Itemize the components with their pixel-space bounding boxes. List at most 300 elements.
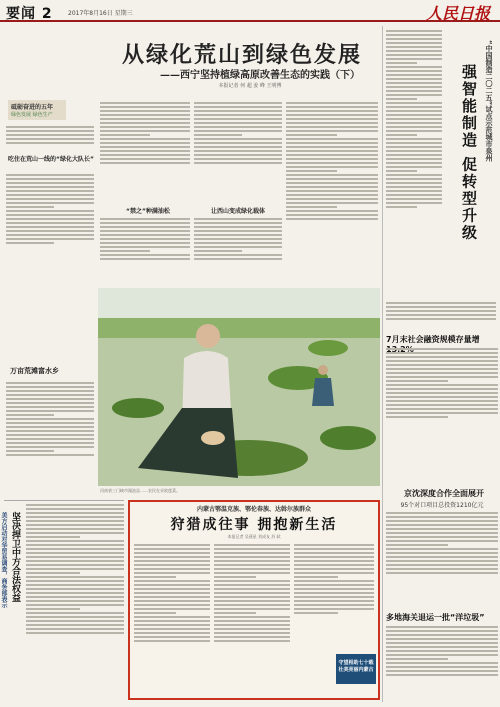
text-line <box>134 580 210 582</box>
text-line <box>134 604 210 606</box>
text-line <box>6 450 54 452</box>
text-line <box>100 222 190 224</box>
text-line <box>194 238 282 240</box>
text-line <box>286 130 378 132</box>
text-line <box>386 520 498 522</box>
text-line <box>294 572 374 574</box>
text-line <box>386 544 448 546</box>
text-line <box>386 162 442 164</box>
text-line <box>286 214 378 216</box>
text-line <box>100 250 150 252</box>
feature-title: 狩猎成往事 拥抱新生活 <box>170 517 338 533</box>
text-line <box>6 202 94 204</box>
text-line <box>386 134 417 136</box>
text-line <box>386 98 417 100</box>
text-line <box>134 560 210 562</box>
text-line <box>386 102 442 104</box>
text-line <box>6 206 54 208</box>
text-line <box>286 178 378 180</box>
text-line <box>6 402 94 404</box>
text-line <box>194 234 282 236</box>
body-text-block <box>386 624 498 704</box>
text-line <box>386 404 498 406</box>
text-line <box>386 130 442 132</box>
body-text-block <box>6 172 94 282</box>
text-line <box>386 568 498 570</box>
text-line <box>386 150 442 152</box>
text-line <box>194 222 282 224</box>
text-line <box>6 382 94 384</box>
brief-head-1: 7月末社会融资规模存量增 <box>386 335 480 344</box>
text-line <box>26 548 124 550</box>
text-line <box>386 198 442 200</box>
text-line <box>134 640 210 642</box>
text-line <box>386 194 442 196</box>
text-line <box>386 536 498 538</box>
text-line <box>386 408 498 410</box>
text-line <box>194 126 282 128</box>
text-line <box>194 254 282 256</box>
text-line <box>194 118 282 120</box>
text-line <box>134 608 210 610</box>
text-line <box>134 548 210 550</box>
text-line <box>286 198 378 200</box>
lead-subhead: ——西宁坚持植绿高原改善生态的实践（下） <box>160 70 360 81</box>
text-line <box>6 226 94 228</box>
text-line <box>386 552 498 554</box>
text-line <box>386 516 498 518</box>
text-line <box>214 624 290 626</box>
text-line <box>26 596 124 598</box>
feature-byline: 本报记者 吴燕星 刘成友 苏 轼 <box>227 534 281 539</box>
text-line <box>286 142 378 144</box>
text-line <box>26 624 124 626</box>
left-story-head: 万亩荒滩富水乡 <box>10 367 59 375</box>
text-line <box>26 600 124 602</box>
text-line <box>26 528 124 530</box>
text-line <box>6 406 94 408</box>
text-line <box>26 556 124 558</box>
text-line <box>294 608 374 610</box>
text-line <box>6 138 94 140</box>
text-line <box>100 258 190 260</box>
text-line <box>386 318 496 320</box>
text-line <box>286 206 337 208</box>
text-line <box>386 380 448 382</box>
text-line <box>194 250 242 252</box>
text-line <box>6 230 94 232</box>
text-line <box>26 580 124 582</box>
text-line <box>386 548 498 550</box>
text-line <box>286 218 378 220</box>
feature-kicker: 内蒙古鄂温克族、鄂伦春族、达斡尔族群众 <box>196 506 311 513</box>
text-line <box>294 576 338 578</box>
text-line <box>26 628 124 630</box>
text-line <box>194 122 282 124</box>
text-line <box>26 504 124 506</box>
text-line <box>386 674 498 676</box>
text-line <box>386 412 498 414</box>
text-line <box>134 592 210 594</box>
text-line <box>386 78 442 80</box>
text-line <box>134 584 210 586</box>
text-line <box>26 592 124 594</box>
text-line <box>286 122 378 124</box>
text-line <box>6 186 94 188</box>
body-text-block <box>386 300 496 330</box>
text-line <box>26 520 124 522</box>
right-headline: 强智能制造 促转型升级 <box>460 64 478 242</box>
text-line <box>6 194 94 196</box>
text-line <box>194 114 282 116</box>
text-line <box>294 604 374 606</box>
text-line <box>6 430 94 432</box>
text-line <box>26 604 124 606</box>
text-line <box>6 386 94 388</box>
text-line <box>386 126 442 128</box>
text-line <box>26 612 124 614</box>
text-line <box>214 552 290 554</box>
text-line <box>386 110 442 112</box>
text-line <box>386 70 442 72</box>
text-line <box>386 302 496 304</box>
text-line <box>214 560 290 562</box>
text-line <box>214 636 290 638</box>
text-line <box>100 146 190 148</box>
text-line <box>386 314 496 316</box>
text-line <box>214 620 290 622</box>
text-line <box>386 392 498 394</box>
text-line <box>100 142 190 144</box>
text-line <box>386 356 498 358</box>
text-line <box>100 218 190 220</box>
text-line <box>386 30 442 32</box>
text-line <box>294 552 374 554</box>
text-line <box>294 584 374 586</box>
text-line <box>214 544 290 546</box>
text-line <box>386 396 498 398</box>
text-line <box>26 588 124 590</box>
text-line <box>6 126 94 128</box>
text-line <box>386 626 498 628</box>
text-line <box>386 556 498 558</box>
text-line <box>386 66 442 68</box>
text-line <box>214 584 290 586</box>
text-line <box>286 170 337 172</box>
text-line <box>6 434 94 436</box>
text-line <box>286 210 378 212</box>
text-line <box>386 348 498 350</box>
text-line <box>294 556 374 558</box>
text-line <box>286 162 378 164</box>
text-line <box>26 616 124 618</box>
text-line <box>26 576 124 578</box>
text-line <box>286 134 337 136</box>
text-line <box>286 114 378 116</box>
text-line <box>100 234 190 236</box>
text-line <box>386 532 498 534</box>
text-line <box>386 670 498 672</box>
text-line <box>26 524 124 526</box>
body-text-block <box>100 100 190 200</box>
text-line <box>386 166 442 168</box>
text-line <box>386 654 498 656</box>
text-line <box>214 628 290 630</box>
text-line <box>286 102 378 104</box>
dateline: 2017年8月16日 星期三 <box>68 10 133 17</box>
text-line <box>100 242 190 244</box>
text-line <box>194 258 282 260</box>
text-line <box>26 632 124 634</box>
body-text-block <box>194 216 282 282</box>
lead-byline: 本报记者 何 超 姜 峰 王明博 <box>218 83 282 89</box>
body-text-block <box>6 380 94 498</box>
text-line <box>386 540 498 542</box>
text-line <box>386 376 498 378</box>
text-line <box>386 170 417 172</box>
text-line <box>214 556 290 558</box>
text-line <box>26 564 124 566</box>
series-box <box>8 100 66 120</box>
text-line <box>6 210 94 212</box>
mid-subhead-2: 让西山变成绿化载体 <box>210 208 265 215</box>
text-line <box>386 138 442 140</box>
text-line <box>194 230 282 232</box>
text-line <box>386 38 442 40</box>
text-line <box>134 568 210 570</box>
text-line <box>6 174 94 176</box>
text-line <box>386 352 498 354</box>
text-line <box>6 134 94 136</box>
text-line <box>286 186 378 188</box>
text-line <box>386 416 448 418</box>
text-line <box>386 572 498 574</box>
text-line <box>6 218 94 220</box>
text-line <box>6 426 94 428</box>
text-line <box>6 238 94 240</box>
text-line <box>100 106 190 108</box>
text-line <box>100 122 190 124</box>
text-line <box>100 226 190 228</box>
text-line <box>194 226 282 228</box>
text-line <box>214 608 290 610</box>
text-line <box>6 242 54 244</box>
body-text-block <box>214 542 290 696</box>
trade-story-vertical-title: 坚决捍卫中方合法权益 <box>10 512 20 602</box>
text-line <box>286 190 378 192</box>
text-line <box>386 42 442 44</box>
text-line <box>286 106 378 108</box>
series-subtitle: 绿色发展 绿色生产 <box>11 112 53 118</box>
text-line <box>134 600 210 602</box>
body-text-block <box>386 346 498 458</box>
text-line <box>294 580 374 582</box>
text-line <box>6 410 94 412</box>
text-line <box>134 588 210 590</box>
brief-sub-2: 95个对口项目总投资1210亿元 <box>400 502 484 509</box>
text-line <box>26 540 124 542</box>
series-title: 砥砺奋进的五年 <box>11 104 54 111</box>
text-line <box>100 118 190 120</box>
text-line <box>294 544 374 546</box>
text-line <box>214 604 290 606</box>
text-line <box>386 174 442 176</box>
text-line <box>286 146 378 148</box>
text-line <box>294 600 374 602</box>
text-line <box>214 580 290 582</box>
text-line <box>214 632 290 634</box>
text-line <box>100 110 190 112</box>
text-line <box>134 552 210 554</box>
text-line <box>386 634 498 636</box>
text-line <box>194 218 282 220</box>
text-line <box>194 102 282 104</box>
text-line <box>100 230 190 232</box>
text-line <box>194 150 282 152</box>
text-line <box>26 536 80 538</box>
text-line <box>26 532 124 534</box>
text-line <box>134 632 210 634</box>
text-line <box>100 134 150 136</box>
text-line <box>386 106 442 108</box>
text-line <box>6 422 94 424</box>
text-line <box>26 620 124 622</box>
text-line <box>386 310 496 312</box>
text-line <box>286 182 378 184</box>
text-line <box>6 446 94 448</box>
text-line <box>386 650 498 652</box>
text-line <box>134 616 210 618</box>
text-line <box>134 556 210 558</box>
text-line <box>134 612 176 614</box>
text-line <box>214 588 290 590</box>
text-line <box>294 612 338 614</box>
text-line <box>386 388 498 390</box>
anniversary-stamp: 守望相助七十载 壮美亮丽内蒙古 <box>336 654 376 684</box>
text-line <box>286 110 378 112</box>
text-line <box>134 624 210 626</box>
text-line <box>386 178 442 180</box>
text-line <box>6 130 94 132</box>
text-line <box>6 418 94 420</box>
text-line <box>386 658 448 660</box>
text-line <box>194 158 282 160</box>
text-line <box>294 592 374 594</box>
text-line <box>100 154 190 156</box>
text-line <box>6 438 94 440</box>
text-line <box>386 372 498 374</box>
text-line <box>214 564 290 566</box>
text-line <box>134 636 210 638</box>
text-line <box>386 186 442 188</box>
text-line <box>134 628 210 630</box>
text-line <box>134 596 210 598</box>
text-line <box>386 118 442 120</box>
text-line <box>26 544 124 546</box>
text-line <box>386 666 498 668</box>
text-line <box>386 630 498 632</box>
mid-subhead-1: “禁之”种满油松 <box>126 208 170 215</box>
text-line <box>194 130 282 132</box>
text-line <box>294 560 374 562</box>
text-line <box>214 616 290 618</box>
text-line <box>386 74 442 76</box>
text-line <box>26 560 124 562</box>
text-line <box>6 198 94 200</box>
text-line <box>386 512 498 514</box>
text-line <box>100 114 190 116</box>
text-line <box>100 150 190 152</box>
text-line <box>294 596 374 598</box>
text-line <box>386 94 442 96</box>
text-line <box>26 584 124 586</box>
text-line <box>26 572 80 574</box>
side-subhead: 吃住在荒山一线的“绿化大队长” <box>8 156 94 163</box>
section-label: 要闻 2 <box>6 6 53 22</box>
text-line <box>194 106 282 108</box>
text-line <box>214 572 290 574</box>
text-line <box>194 110 282 112</box>
text-line <box>386 190 442 192</box>
body-text-block <box>294 542 374 650</box>
text-line <box>286 150 378 152</box>
text-line <box>386 524 498 526</box>
text-line <box>386 384 498 386</box>
text-line <box>134 564 210 566</box>
text-line <box>286 174 378 176</box>
text-line <box>386 146 442 148</box>
text-line <box>294 564 374 566</box>
text-line <box>386 638 498 640</box>
text-line <box>386 154 442 156</box>
text-line <box>214 592 290 594</box>
text-line <box>286 194 378 196</box>
text-line <box>100 130 190 132</box>
text-line <box>100 162 190 164</box>
text-line <box>386 368 498 370</box>
text-line <box>386 90 442 92</box>
text-line <box>134 572 210 574</box>
body-text-block <box>386 28 442 298</box>
text-line <box>6 390 94 392</box>
body-text-block <box>134 542 210 696</box>
text-line <box>100 126 190 128</box>
photo-caption: 河南省三门峡市渑池县……农民在采收莲菜。 <box>100 488 180 493</box>
text-line <box>134 576 176 578</box>
text-line <box>386 122 442 124</box>
text-line <box>286 154 378 156</box>
text-line <box>294 568 374 570</box>
text-line <box>100 102 190 104</box>
text-line <box>294 548 374 550</box>
lotus-harvest-photo <box>98 288 380 486</box>
text-line <box>6 454 94 456</box>
text-line <box>100 246 190 248</box>
text-line <box>286 202 378 204</box>
text-line <box>386 560 498 562</box>
text-line <box>286 118 378 120</box>
text-line <box>26 516 124 518</box>
text-line <box>386 364 498 366</box>
text-line <box>386 646 498 648</box>
text-line <box>6 442 94 444</box>
body-text-block <box>194 100 282 200</box>
text-line <box>26 568 124 570</box>
text-line <box>100 238 190 240</box>
text-line <box>26 508 124 510</box>
text-line <box>6 398 94 400</box>
text-line <box>6 234 94 236</box>
